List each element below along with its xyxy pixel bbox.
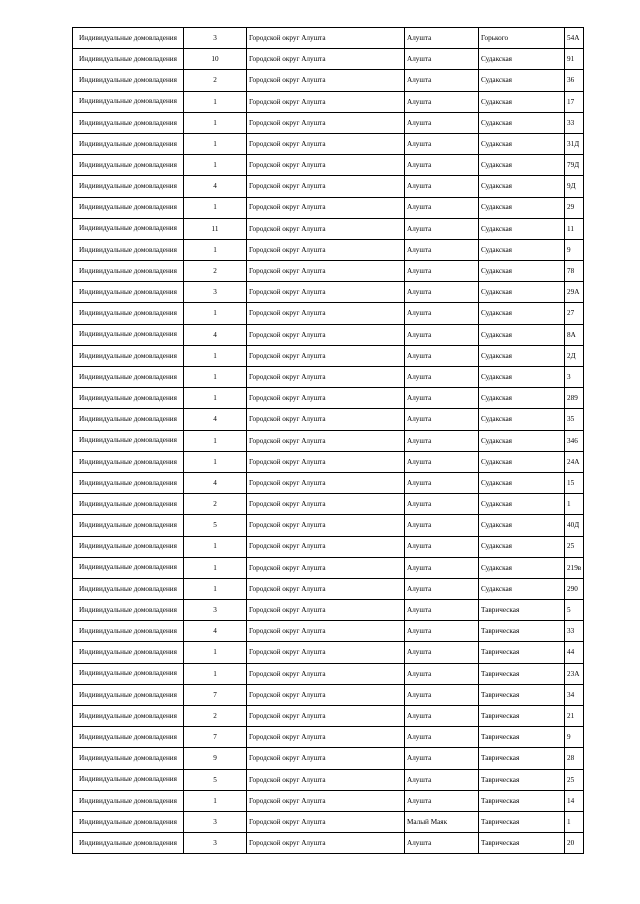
- district-cell: Городской округ Алушта: [247, 197, 405, 218]
- street-cell: Судакская: [479, 155, 565, 176]
- housing-type-cell: Индивидуальные домовладения: [73, 155, 184, 176]
- street-cell: Таврическая: [479, 769, 565, 790]
- house-number-cell: 25: [565, 769, 584, 790]
- dwelling-count-cell: 2: [184, 261, 247, 282]
- housing-type-cell: Индивидуальные домовладения: [73, 727, 184, 748]
- dwelling-count-cell: 4: [184, 324, 247, 345]
- house-number-cell: 290: [565, 578, 584, 599]
- housing-type-cell: Индивидуальные домовладения: [73, 218, 184, 239]
- dwelling-count-cell: 11: [184, 218, 247, 239]
- housing-type-cell: Индивидуальные домовладения: [73, 133, 184, 154]
- dwelling-count-cell: 1: [184, 663, 247, 684]
- table-row: [73, 472, 584, 493]
- district-cell: Городской округ Алушта: [247, 367, 405, 388]
- dwelling-count-cell: 2: [184, 70, 247, 91]
- locality-cell: Алушта: [405, 28, 479, 49]
- house-number-cell: 33: [565, 621, 584, 642]
- district-cell: Городской округ Алушта: [247, 112, 405, 133]
- street-cell: Судакская: [479, 494, 565, 515]
- housing-type-cell: Индивидуальные домовладения: [73, 70, 184, 91]
- street-cell: Таврическая: [479, 727, 565, 748]
- dwelling-count-cell: 3: [184, 28, 247, 49]
- house-number-cell: 33: [565, 112, 584, 133]
- street-cell: Горького: [479, 28, 565, 49]
- locality-cell: Алушта: [405, 557, 479, 578]
- locality-cell: Алушта: [405, 155, 479, 176]
- dwelling-count-cell: 4: [184, 176, 247, 197]
- street-cell: Судакская: [479, 261, 565, 282]
- street-cell: Таврическая: [479, 642, 565, 663]
- dwelling-count-cell: 4: [184, 409, 247, 430]
- district-cell: Городской округ Алушта: [247, 515, 405, 536]
- house-number-cell: 346: [565, 430, 584, 451]
- table-row: [73, 748, 584, 769]
- locality-cell: Алушта: [405, 578, 479, 599]
- table-row: [73, 621, 584, 642]
- house-number-cell: 9: [565, 727, 584, 748]
- table-row: [73, 70, 584, 91]
- dwelling-count-cell: 10: [184, 49, 247, 70]
- table-row: [73, 494, 584, 515]
- dwelling-count-cell: 1: [184, 451, 247, 472]
- house-number-cell: 11: [565, 218, 584, 239]
- locality-cell: Алушта: [405, 197, 479, 218]
- district-cell: Городской округ Алушта: [247, 303, 405, 324]
- table-row: [73, 345, 584, 366]
- house-number-cell: 24А: [565, 451, 584, 472]
- house-number-cell: 23А: [565, 663, 584, 684]
- district-cell: Городской округ Алушта: [247, 345, 405, 366]
- locality-cell: Алушта: [405, 91, 479, 112]
- house-number-cell: 17: [565, 91, 584, 112]
- table-row: [73, 769, 584, 790]
- house-number-cell: 35: [565, 409, 584, 430]
- housing-type-cell: Индивидуальные домовладения: [73, 557, 184, 578]
- locality-cell: Алушта: [405, 49, 479, 70]
- dwelling-count-cell: 5: [184, 515, 247, 536]
- locality-cell: Алушта: [405, 769, 479, 790]
- table-row: [73, 388, 584, 409]
- district-cell: Городской округ Алушта: [247, 790, 405, 811]
- table-row: [73, 536, 584, 557]
- house-number-cell: 31Д: [565, 133, 584, 154]
- housing-type-cell: Индивидуальные домовладения: [73, 112, 184, 133]
- house-number-cell: 2Д: [565, 345, 584, 366]
- house-number-cell: 25: [565, 536, 584, 557]
- housing-type-cell: Индивидуальные домовладения: [73, 451, 184, 472]
- house-number-cell: 14: [565, 790, 584, 811]
- table-row: [73, 176, 584, 197]
- district-cell: Городской округ Алушта: [247, 409, 405, 430]
- locality-cell: Алушта: [405, 515, 479, 536]
- district-cell: Городской округ Алушта: [247, 155, 405, 176]
- street-cell: Таврическая: [479, 790, 565, 811]
- housing-type-cell: Индивидуальные домовладения: [73, 282, 184, 303]
- dwelling-count-cell: 1: [184, 367, 247, 388]
- housing-type-cell: Индивидуальные домовладения: [73, 811, 184, 832]
- district-cell: Городской округ Алушта: [247, 578, 405, 599]
- table-row: [73, 451, 584, 472]
- district-cell: Городской округ Алушта: [247, 663, 405, 684]
- housing-type-cell: Индивидуальные домовладения: [73, 324, 184, 345]
- district-cell: Городской округ Алушта: [247, 451, 405, 472]
- housing-type-cell: Индивидуальные домовладения: [73, 409, 184, 430]
- housing-type-cell: Индивидуальные домовладения: [73, 621, 184, 642]
- table-row: [73, 557, 584, 578]
- dwelling-count-cell: 1: [184, 557, 247, 578]
- dwelling-count-cell: 3: [184, 833, 247, 854]
- dwelling-count-cell: 1: [184, 790, 247, 811]
- locality-cell: Малый Маяк: [405, 811, 479, 832]
- district-cell: Городской округ Алушта: [247, 600, 405, 621]
- district-cell: Городской округ Алушта: [247, 833, 405, 854]
- district-cell: Городской округ Алушта: [247, 621, 405, 642]
- district-cell: Городской округ Алушта: [247, 684, 405, 705]
- table-row: [73, 642, 584, 663]
- locality-cell: Алушта: [405, 367, 479, 388]
- housing-type-cell: Индивидуальные домовладения: [73, 642, 184, 663]
- street-cell: Таврическая: [479, 684, 565, 705]
- house-number-cell: 44: [565, 642, 584, 663]
- locality-cell: Алушта: [405, 430, 479, 451]
- dwelling-count-cell: 2: [184, 494, 247, 515]
- housing-type-cell: Индивидуальные домовладения: [73, 536, 184, 557]
- district-cell: Городской округ Алушта: [247, 324, 405, 345]
- house-number-cell: 79Д: [565, 155, 584, 176]
- table-row: [73, 409, 584, 430]
- housing-type-cell: Индивидуальные домовладения: [73, 663, 184, 684]
- locality-cell: Алушта: [405, 388, 479, 409]
- table-row: [73, 155, 584, 176]
- dwelling-count-cell: 9: [184, 748, 247, 769]
- district-cell: Городской округ Алушта: [247, 769, 405, 790]
- table-row: [73, 578, 584, 599]
- district-cell: Городской округ Алушта: [247, 706, 405, 727]
- dwelling-count-cell: 4: [184, 621, 247, 642]
- housing-type-cell: Индивидуальные домовладения: [73, 706, 184, 727]
- locality-cell: Алушта: [405, 790, 479, 811]
- dwelling-count-cell: 1: [184, 303, 247, 324]
- street-cell: Судакская: [479, 409, 565, 430]
- locality-cell: Алушта: [405, 600, 479, 621]
- house-number-cell: 36: [565, 70, 584, 91]
- street-cell: Судакская: [479, 388, 565, 409]
- locality-cell: Алушта: [405, 727, 479, 748]
- dwelling-count-cell: 1: [184, 133, 247, 154]
- district-cell: Городской округ Алушта: [247, 70, 405, 91]
- house-number-cell: 29: [565, 197, 584, 218]
- table-row: [73, 218, 584, 239]
- street-cell: Судакская: [479, 218, 565, 239]
- housing-type-cell: Индивидуальные домовладения: [73, 430, 184, 451]
- house-number-cell: 5: [565, 600, 584, 621]
- housing-type-cell: Индивидуальные домовладения: [73, 176, 184, 197]
- locality-cell: Алушта: [405, 239, 479, 260]
- housing-type-cell: Индивидуальные домовладения: [73, 790, 184, 811]
- house-number-cell: 15: [565, 472, 584, 493]
- district-cell: Городской округ Алушта: [247, 430, 405, 451]
- street-cell: Судакская: [479, 324, 565, 345]
- table-row: [73, 811, 584, 832]
- housing-type-cell: Индивидуальные домовладения: [73, 91, 184, 112]
- table-row: [73, 91, 584, 112]
- housing-type-cell: Индивидуальные домовладения: [73, 303, 184, 324]
- table-row: [73, 600, 584, 621]
- table-row: [73, 282, 584, 303]
- table-row: [73, 197, 584, 218]
- dwelling-count-cell: 1: [184, 239, 247, 260]
- housing-type-cell: Индивидуальные домовладения: [73, 367, 184, 388]
- street-cell: Таврическая: [479, 833, 565, 854]
- district-cell: Городской округ Алушта: [247, 28, 405, 49]
- locality-cell: Алушта: [405, 833, 479, 854]
- dwelling-count-cell: 7: [184, 684, 247, 705]
- locality-cell: Алушта: [405, 133, 479, 154]
- locality-cell: Алушта: [405, 70, 479, 91]
- house-number-cell: 29А: [565, 282, 584, 303]
- house-number-cell: 34: [565, 684, 584, 705]
- dwelling-count-cell: 3: [184, 811, 247, 832]
- locality-cell: Алушта: [405, 112, 479, 133]
- dwelling-count-cell: 1: [184, 430, 247, 451]
- house-number-cell: 54А: [565, 28, 584, 49]
- house-number-cell: 78: [565, 261, 584, 282]
- housing-type-cell: Индивидуальные домовладения: [73, 345, 184, 366]
- housing-type-cell: Индивидуальные домовладения: [73, 833, 184, 854]
- district-cell: Городской округ Алушта: [247, 472, 405, 493]
- dwelling-count-cell: 3: [184, 600, 247, 621]
- street-cell: Судакская: [479, 515, 565, 536]
- dwelling-count-cell: 4: [184, 472, 247, 493]
- dwelling-count-cell: 1: [184, 345, 247, 366]
- table-row: [73, 49, 584, 70]
- district-cell: Городской округ Алушта: [247, 218, 405, 239]
- housing-type-cell: Индивидуальные домовладения: [73, 28, 184, 49]
- street-cell: Судакская: [479, 70, 565, 91]
- street-cell: Судакская: [479, 303, 565, 324]
- street-cell: Судакская: [479, 451, 565, 472]
- house-number-cell: 21: [565, 706, 584, 727]
- district-cell: Городской округ Алушта: [247, 811, 405, 832]
- housing-type-cell: Индивидуальные домовладения: [73, 769, 184, 790]
- district-cell: Городской округ Алушта: [247, 176, 405, 197]
- locality-cell: Алушта: [405, 536, 479, 557]
- house-number-cell: 1: [565, 811, 584, 832]
- street-cell: Таврическая: [479, 600, 565, 621]
- house-number-cell: 219в: [565, 557, 584, 578]
- locality-cell: Алушта: [405, 621, 479, 642]
- street-cell: Таврическая: [479, 748, 565, 769]
- registry-table: [72, 27, 584, 854]
- table-row: [73, 324, 584, 345]
- housing-type-cell: Индивидуальные домовладения: [73, 239, 184, 260]
- housing-type-cell: Индивидуальные домовладения: [73, 515, 184, 536]
- street-cell: Таврическая: [479, 663, 565, 684]
- table-row: [73, 28, 584, 49]
- dwelling-count-cell: 1: [184, 155, 247, 176]
- house-number-cell: 9: [565, 239, 584, 260]
- street-cell: Судакская: [479, 133, 565, 154]
- table-row: [73, 663, 584, 684]
- house-number-cell: 3: [565, 367, 584, 388]
- street-cell: Судакская: [479, 239, 565, 260]
- locality-cell: Алушта: [405, 451, 479, 472]
- locality-cell: Алушта: [405, 324, 479, 345]
- street-cell: Таврическая: [479, 811, 565, 832]
- district-cell: Городской округ Алушта: [247, 727, 405, 748]
- district-cell: Городской округ Алушта: [247, 388, 405, 409]
- dwelling-count-cell: 2: [184, 706, 247, 727]
- street-cell: Судакская: [479, 176, 565, 197]
- housing-type-cell: Индивидуальные домовладения: [73, 494, 184, 515]
- district-cell: Городской округ Алушта: [247, 494, 405, 515]
- district-cell: Городской округ Алушта: [247, 748, 405, 769]
- locality-cell: Алушта: [405, 282, 479, 303]
- locality-cell: Алушта: [405, 706, 479, 727]
- table-row: [73, 261, 584, 282]
- street-cell: Судакская: [479, 345, 565, 366]
- table-row: [73, 133, 584, 154]
- street-cell: Судакская: [479, 578, 565, 599]
- locality-cell: Алушта: [405, 748, 479, 769]
- dwelling-count-cell: 1: [184, 197, 247, 218]
- table-row: [73, 790, 584, 811]
- housing-type-cell: Индивидуальные домовладения: [73, 261, 184, 282]
- district-cell: Городской округ Алушта: [247, 282, 405, 303]
- street-cell: Судакская: [479, 430, 565, 451]
- housing-type-cell: Индивидуальные домовладения: [73, 472, 184, 493]
- dwelling-count-cell: 5: [184, 769, 247, 790]
- table-row: [73, 727, 584, 748]
- house-number-cell: 8А: [565, 324, 584, 345]
- street-cell: Судакская: [479, 112, 565, 133]
- housing-type-cell: Индивидуальные домовладения: [73, 388, 184, 409]
- locality-cell: Алушта: [405, 218, 479, 239]
- district-cell: Городской округ Алушта: [247, 91, 405, 112]
- street-cell: Судакская: [479, 557, 565, 578]
- house-number-cell: 40Д: [565, 515, 584, 536]
- housing-type-cell: Индивидуальные домовладения: [73, 197, 184, 218]
- housing-type-cell: Индивидуальные домовладения: [73, 684, 184, 705]
- district-cell: Городской округ Алушта: [247, 133, 405, 154]
- table-row: [73, 706, 584, 727]
- house-number-cell: 20: [565, 833, 584, 854]
- street-cell: Судакская: [479, 536, 565, 557]
- district-cell: Городской округ Алушта: [247, 261, 405, 282]
- street-cell: Судакская: [479, 197, 565, 218]
- locality-cell: Алушта: [405, 642, 479, 663]
- table-row: [73, 430, 584, 451]
- street-cell: Таврическая: [479, 706, 565, 727]
- house-number-cell: 289: [565, 388, 584, 409]
- house-number-cell: 1: [565, 494, 584, 515]
- dwelling-count-cell: 1: [184, 388, 247, 409]
- locality-cell: Алушта: [405, 409, 479, 430]
- house-number-cell: 27: [565, 303, 584, 324]
- dwelling-count-cell: 1: [184, 112, 247, 133]
- dwelling-count-cell: 1: [184, 536, 247, 557]
- house-number-cell: 9Д: [565, 176, 584, 197]
- table-row: [73, 303, 584, 324]
- table-row: [73, 239, 584, 260]
- locality-cell: Алушта: [405, 494, 479, 515]
- locality-cell: Алушта: [405, 663, 479, 684]
- dwelling-count-cell: 1: [184, 91, 247, 112]
- dwelling-count-cell: 3: [184, 282, 247, 303]
- street-cell: Таврическая: [479, 621, 565, 642]
- street-cell: Судакская: [479, 367, 565, 388]
- street-cell: Судакская: [479, 472, 565, 493]
- dwelling-count-cell: 1: [184, 642, 247, 663]
- district-cell: Городской округ Алушта: [247, 536, 405, 557]
- district-cell: Городской округ Алушта: [247, 239, 405, 260]
- locality-cell: Алушта: [405, 684, 479, 705]
- registry-table-body: [73, 28, 584, 854]
- table-row: [73, 112, 584, 133]
- street-cell: Судакская: [479, 91, 565, 112]
- table-row: [73, 367, 584, 388]
- locality-cell: Алушта: [405, 261, 479, 282]
- table-row: [73, 684, 584, 705]
- district-cell: Городской округ Алушта: [247, 642, 405, 663]
- locality-cell: Алушта: [405, 176, 479, 197]
- dwelling-count-cell: 1: [184, 578, 247, 599]
- house-number-cell: 28: [565, 748, 584, 769]
- street-cell: Судакская: [479, 282, 565, 303]
- housing-type-cell: Индивидуальные домовладения: [73, 600, 184, 621]
- locality-cell: Алушта: [405, 345, 479, 366]
- housing-type-cell: Индивидуальные домовладения: [73, 578, 184, 599]
- locality-cell: Алушта: [405, 472, 479, 493]
- housing-type-cell: Индивидуальные домовладения: [73, 748, 184, 769]
- locality-cell: Алушта: [405, 303, 479, 324]
- housing-type-cell: Индивидуальные домовладения: [73, 49, 184, 70]
- table-row: [73, 833, 584, 854]
- district-cell: Городской округ Алушта: [247, 557, 405, 578]
- street-cell: Судакская: [479, 49, 565, 70]
- district-cell: Городской округ Алушта: [247, 49, 405, 70]
- dwelling-count-cell: 7: [184, 727, 247, 748]
- table-row: [73, 515, 584, 536]
- house-number-cell: 91: [565, 49, 584, 70]
